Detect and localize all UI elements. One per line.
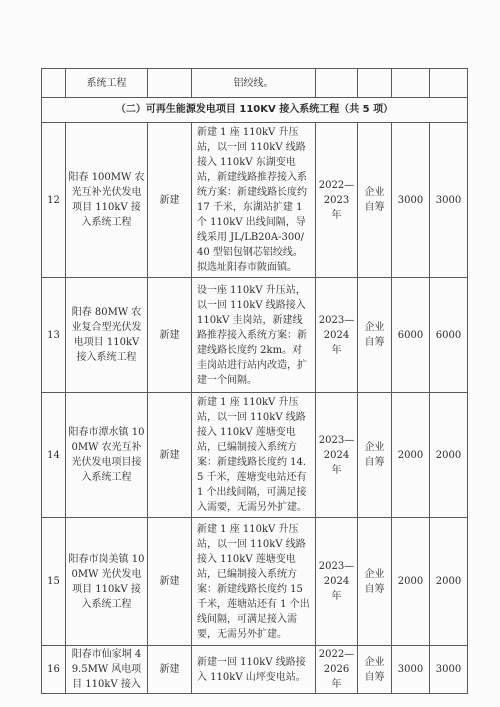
cell-period: 2023—2024 年: [316, 518, 358, 646]
cell-v2: [430, 69, 468, 98]
cell-funding: 企业自筹: [358, 393, 392, 518]
cell-no: 15: [42, 518, 66, 646]
cell-no: 12: [42, 123, 66, 278]
cell-v1: [392, 69, 430, 98]
cell-type: 新建: [148, 646, 192, 694]
cell-no: 14: [42, 393, 66, 518]
cell-v1: 2000: [392, 393, 430, 518]
table-row: [42, 518, 468, 646]
cell-v1: 6000: [392, 278, 430, 393]
cell-v2: 2000: [430, 393, 468, 518]
cell-no: [42, 69, 66, 98]
cell-period: 2023—2024 年: [316, 393, 358, 518]
cell-period: 2023—2024 年: [316, 278, 358, 393]
table-row: [42, 393, 468, 518]
cell-name: 阳春 80MW 农业复合型光伏发电项目 110kV 接入系统工程: [66, 278, 148, 393]
cell-funding: 企业自筹: [358, 278, 392, 393]
table-row: [42, 278, 468, 393]
cell-name: 阳春 100MW 农光互补光伏发电项目 110kV 接入系统工程: [66, 123, 148, 278]
cell-v1: 3000: [392, 646, 430, 694]
table-row: [42, 123, 468, 278]
cell-desc: 新建 1 座 110kV 升压站，以一回 110kV 线路接入 110kV 东湖变电站，新建线路推荐接入系统方案：新建线路长度约 17 千米，东湖站扩建 1 个 110kV 出线间隔，导线采用 JL/LB20A-300/40 型铝包钢芯铝绞线。拟选址阳春市陂面镇。: [192, 123, 316, 278]
cell-type: [148, 69, 192, 98]
cell-name: 阳春市潭水镇 100MW 农光互补光伏发电项目接入系统工程: [66, 393, 148, 518]
cell-no: 16: [42, 646, 66, 694]
cell-period: 2022—2023 年: [316, 123, 358, 278]
cell-period: [316, 69, 358, 98]
cell-funding: [358, 69, 392, 98]
cell-v2: 2000: [430, 518, 468, 646]
section-header-row: [42, 98, 468, 123]
cell-v1: 2000: [392, 518, 430, 646]
section-title: （二）可再生能源发电项目 110KV 接入系统工程（共 5 项）: [42, 98, 468, 123]
cell-desc: 新建 1 座 110kV 升压站，以一回 110kV 线路接入 110kV 莲塘变电站，已编制接入系统方案：新建线路长度约 14.5 千米，莲塘变电站还有 1 个出线间隔，可满足接入需要，无需另外扩建。: [192, 393, 316, 518]
cell-desc: 设一座 110kV 升压站，以一回 110kV 线路接入 110kV 圭岗站，新建线路推荐接入系统方案：新建线路长度约 2km。对圭岗站进行站内改造，扩建一个间隔。: [192, 278, 316, 393]
cell-no: 13: [42, 278, 66, 393]
cell-v2: 3000: [430, 646, 468, 694]
cell-type: 新建: [148, 278, 192, 393]
cell-desc: 新建一回 110kV 线路接入 110kV 山坪变电站。: [192, 646, 316, 694]
cell-type: 新建: [148, 393, 192, 518]
cell-v2: 3000: [430, 123, 468, 278]
cell-funding: 企业自筹: [358, 518, 392, 646]
table-row: [42, 646, 468, 694]
project-table: [41, 68, 468, 694]
cell-v2: 6000: [430, 278, 468, 393]
cell-period: 2022—2026 年: [316, 646, 358, 694]
cell-funding: 企业自筹: [358, 646, 392, 694]
cell-desc: 铝绞线。: [192, 69, 316, 98]
table-row: [42, 69, 468, 98]
cell-name: 阳春市仙家垌 49.5MW 风电项目 110kV 接入: [66, 646, 148, 694]
cell-type: 新建: [148, 123, 192, 278]
cell-type: 新建: [148, 518, 192, 646]
cell-v1: 3000: [392, 123, 430, 278]
cell-funding: 企业自筹: [358, 123, 392, 278]
cell-desc: 新建 1 座 110kV 升压站，以一回 110kV 线路接入 110kV 莲塘变电站，已编制接入系统方案：新建线路长度约 15 千米，莲塘站还有 1 个出线间隔，可满足接入需要，无需另外扩建。: [192, 518, 316, 646]
cell-name: 阳春市岗美镇 100MW 光伏发电项目 110kV 接入系统工程: [66, 518, 148, 646]
cell-name: 系统工程: [66, 69, 148, 98]
